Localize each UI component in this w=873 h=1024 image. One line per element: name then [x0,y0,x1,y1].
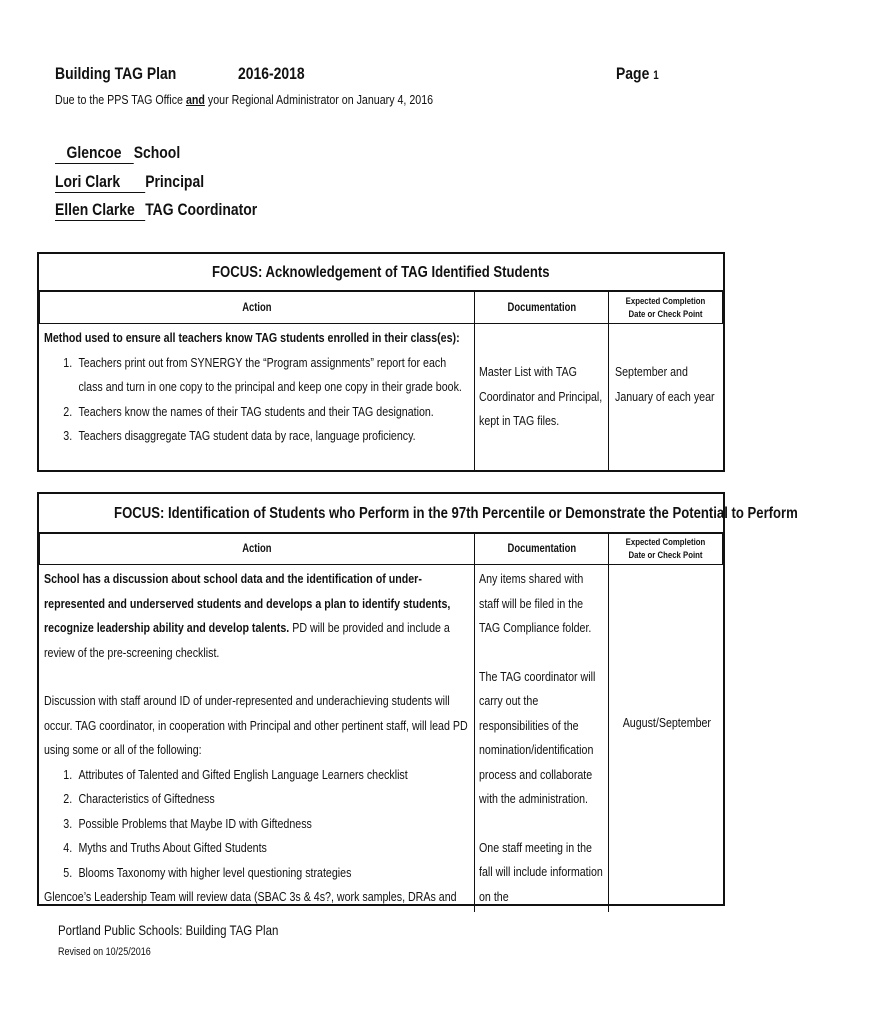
identification-documentation [475,565,609,912]
page-indicator [616,64,659,84]
school-name: Glencoe [55,143,134,164]
list-item: 1. Attributes of Talented and Gifted English Language Learners checklist [75,763,471,788]
col-completion-date: Expected Completion Date or Check Point [609,292,723,324]
acknowledgement-action [40,324,475,472]
principal-line [55,172,204,193]
coordinator-name: Ellen Clarke [55,200,145,221]
due-notice [55,92,433,107]
due-prefix: Due to the PPS TAG Office [55,92,186,107]
col-documentation: Documentation [475,292,609,324]
action-intro-rest: PD will be provided and include a review of the pre-screening checklist. [43,620,450,660]
due-and: and [185,92,205,107]
col-completion-date: Expected Completion Date or Check Point [609,534,723,565]
footer-title: Portland Public Schools: Building TAG Plan [58,922,279,938]
footer-revised: Revised on 10/25/2016 [58,946,151,958]
principal-name: Lori Clark [55,172,145,193]
acknowledgement-table [39,291,723,472]
acknowledgement-date: September and January of each year [609,324,723,472]
coordinator-line [55,200,257,221]
list-item: 2. Characteristics of Giftedness [75,787,471,812]
doc-compliance: Any items shared with staff will be filed in the TAG Compliance folder. [479,571,592,635]
action-intro-bold: School has a discussion about school data and the identification of under-represented and underserved students and develops a plan to identify students, recognize leadership ability and develop talents. [43,571,450,635]
col-action: Action [40,292,475,324]
list-item: 5. Blooms Taxonomy with higher level questioning strategies [75,861,471,886]
action-heading: Method used to ensure all teachers know TAG students enrolled in their class(es): [43,330,460,345]
principal-role: Principal [145,172,205,191]
list-item: 3. Possible Problems that Maybe ID with Giftedness [75,812,471,837]
acknowledgement-list [44,351,471,449]
list-item: 2. Teachers know the names of their TAG students and their TAG designation. [75,400,471,425]
plan-years: 2016-2018 [238,64,305,83]
list-item: 4. Myths and Truths About Gifted Students [75,836,471,861]
school-role: School [133,143,181,162]
discussion-text: Discussion with staff around ID of under-represented and underachieving students will occur. TAG coordinator, in cooperation with Principal and other pertinent staff, will lead PD using some or all of the following: [43,693,468,757]
identification-section [37,492,798,906]
list-item: 1. Teachers print out from SYNERGY the “Program assignments” report for each class and turn in one copy to the principal and keep one copy in their grade book. [75,351,471,400]
identification-table [39,533,723,912]
plan-title: Building TAG Plan [55,64,177,83]
acknowledgement-documentation: Master List with TAG Coordinator and Principal, kept in TAG files. [475,324,609,472]
coordinator-role: TAG Coordinator [145,200,258,219]
doc-coordinator: The TAG coordinator will carry out the responsibilities of the nomination/identification process and collaborate with the administration. [479,668,596,806]
identification-date: August/September [609,565,723,912]
school-line [55,143,180,164]
acknowledgement-focus: FOCUS: Acknowledgement of TAG Identified Students [39,254,723,291]
doc-staff-meeting: One staff meeting in the fall will include information on the [479,839,603,904]
col-documentation: Documentation [475,534,609,565]
page-label: Page [616,64,650,83]
acknowledgement-section [37,252,725,472]
leadership-text: Glencoe’s Leadership Team will review data (SBAC 3s & 4s?, work samples, DRAs and [43,889,457,904]
list-item: 3. Teachers disaggregate TAG student data by race, language proficiency. [75,424,471,449]
pd-resource-list [44,763,471,886]
action-intro [44,567,471,665]
identification-focus: FOCUS: Identification of Students who Perform in the 97th Percentile or Demonstrate the Potential to Perform [39,494,723,533]
page-number: 1 [653,68,659,82]
identification-action [40,565,475,912]
due-suffix: your Regional Administrator on January 4, 2016 [204,92,434,107]
col-action: Action [40,534,475,565]
